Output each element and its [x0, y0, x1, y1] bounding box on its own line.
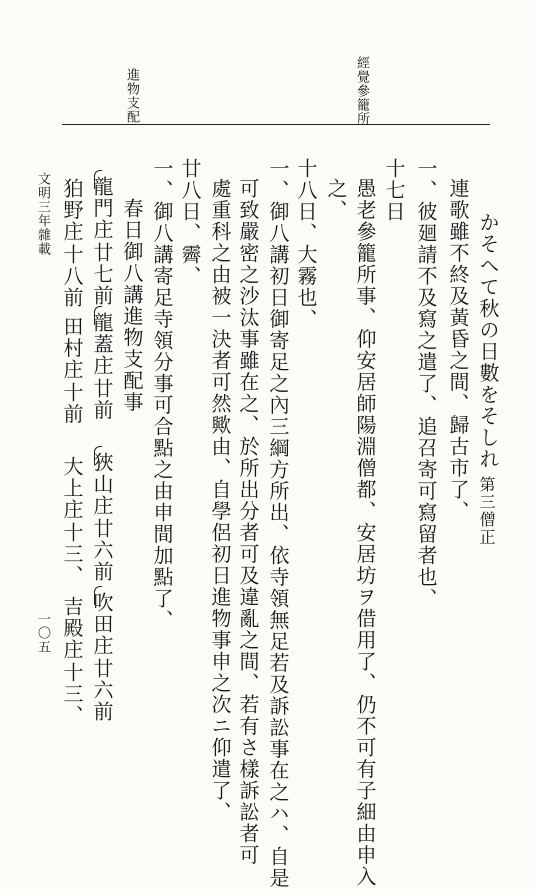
footer-running-title: 文明三年雜載 — [35, 172, 50, 256]
text-column: かそへて秋の日數をそしれ — [476, 212, 500, 470]
page-number: 一〇五 — [35, 612, 50, 654]
text-column: 可致嚴密之沙汰事雖在之、於所出分者可及違亂之間、若有さ樣訴訟者可 — [236, 178, 260, 866]
text-column: 愚老參籠所事、仰安居師陽淵僧都、安居坊ヲ借用了、仍不可有子細由申入 — [353, 178, 377, 888]
estate-name: 狛野庄 — [60, 178, 84, 243]
running-head-right: 經覺參籠所 — [354, 56, 369, 126]
estate-amount: 十八前 — [60, 244, 84, 309]
estate-name: 狹山庄 — [90, 452, 114, 517]
estate-name: 龍門庄 — [90, 176, 114, 241]
text-column: 第三僧正 — [477, 476, 496, 546]
estate-amount: 十三、 — [60, 662, 84, 727]
text-column: 一、御八講初日御寄足之內三綱方所出、依寺領無足若及訴訟事在之ハ、自是 — [266, 158, 290, 889]
text-column: 處重科之由被一決者可然歟由、自學侶初日進物事申之次ニ仰遣了、 — [208, 178, 232, 823]
estate-amount: 十三、 — [60, 522, 84, 587]
running-head-left: 進物支配 — [124, 68, 139, 124]
text-column: 廿八日、霽、 — [178, 158, 202, 287]
estate-amount: 十前 — [60, 382, 84, 425]
estate-name: 田村庄 — [60, 316, 84, 381]
estate-name: 大上庄 — [60, 456, 84, 521]
estate-name: 吉殿庄 — [60, 596, 84, 661]
estate-name: 吹田庄 — [90, 592, 114, 657]
text-column: 之、 — [324, 178, 348, 221]
text-column: 十七日 — [382, 158, 406, 223]
text-column: 十八日、大霧也、 — [294, 158, 318, 330]
estate-amount: 廿六前 — [90, 658, 114, 723]
text-column: 春日御八講進物支配事 — [120, 198, 144, 413]
estate-amount: 廿六前 — [90, 518, 114, 583]
estate-name: 龍蓋庄 — [90, 312, 114, 377]
estate-amount: 廿七前 — [90, 242, 114, 307]
text-column: 連歌雖不終及黃昏之間、歸古市了、 — [446, 178, 470, 522]
text-column: 一、御八講寄足寺領分事可合點之由申間加點了、 — [150, 158, 174, 631]
estate-amount: 廿前 — [90, 378, 114, 421]
header-divider — [62, 124, 490, 125]
text-column: 一、彼廻請不及寫之遣了、追召寄可寫留者也、 — [414, 158, 438, 610]
